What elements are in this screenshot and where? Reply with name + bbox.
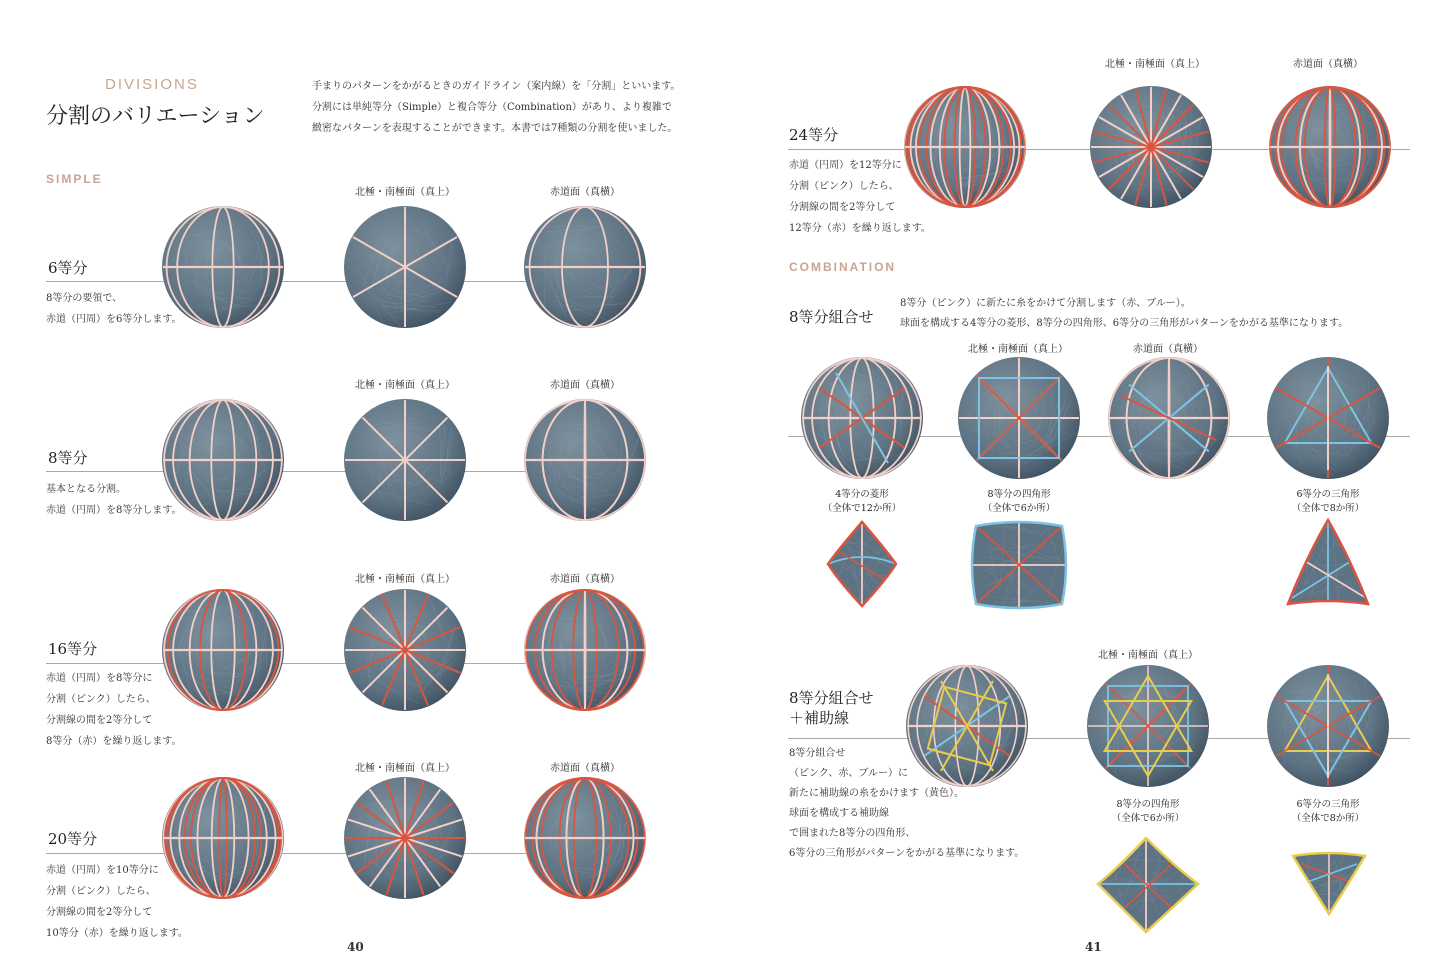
desc-line: で囲まれた8等分の四角形、 [789,828,916,839]
temari-ball [523,205,647,329]
caption-top-view: 北極・南極面（真上） [355,574,455,585]
rhombus-shape [826,520,898,608]
desc-line: 8等分（ピンク）に新たに糸をかけて分割します（赤、ブルー）。 [900,298,1191,309]
caption-line: 6等分の三角形 [1296,799,1360,810]
temari-ball [343,205,467,329]
temari-ball [800,356,924,480]
caption-side-view: 赤道面（真横） [550,187,620,198]
desc-line: 8等分（赤）を繰り返します。 [46,736,182,747]
temari-ball [957,356,1081,480]
row-title: 24等分 [789,126,839,144]
desc-line: 12等分（赤）を繰り返します。 [789,223,931,234]
page-number: 41 [1085,940,1102,954]
temari-ball [1086,664,1210,788]
caption-side-view: 赤道面（真横） [1293,59,1363,70]
caption-top-view: 北極・南極面（真上） [355,380,455,391]
caption-line: （全体で8か所） [1291,503,1365,514]
intro-line: 緻密なパターンを表現することができます。本書では7種類の分割を使いました。 [312,123,678,134]
square-shape [972,520,1066,610]
caption-side-view: 赤道面（真横） [550,763,620,774]
row-title: 16等分 [48,640,98,658]
triangle-shape [1286,518,1370,608]
temari-ball [161,776,285,900]
temari-ball [161,398,285,522]
caption-line: （全体で12か所） [822,503,902,514]
row-title [789,688,874,728]
shape-caption [1086,798,1210,826]
intro-line: 手まりのパターンをかがるときのガイドライン（案内線）を「分割」といいます。 [312,81,681,92]
desc-line: 赤道（円周）を12等分に [789,160,902,171]
desc-line: 分割（ピンク）したら、 [46,694,156,705]
caption-top-view: 北極・南極面（真上） [1098,650,1198,661]
caption-side-view: 赤道面（真横） [550,574,620,585]
shape-caption [957,488,1081,516]
temari-ball [343,776,467,900]
title-line: 8等分組合せ [789,689,874,707]
divisions-kicker: DIVISIONS [105,76,199,93]
desc-line: 分割（ピンク）したら、 [789,181,899,192]
shape-caption [1266,488,1390,516]
temari-ball [1266,356,1390,480]
desc-line: 球面を構成する補助線 [789,808,889,819]
temari-ball [523,588,647,712]
row-title: 8等分 [48,449,88,467]
caption-line: （全体で6か所） [1111,813,1185,824]
caption-line: （全体で6か所） [982,503,1056,514]
caption-line: 6等分の三角形 [1296,489,1360,500]
temari-ball [1266,664,1390,788]
combination-label: COMBINATION [789,260,897,274]
row-title: 6等分 [48,259,88,277]
temari-ball [161,588,285,712]
desc-line: 10等分（赤）を繰り返します。 [46,928,188,939]
caption-line: 8等分の四角形 [1116,799,1180,810]
desc-line: 赤道（円周）を6等分します。 [46,314,182,325]
desc-line: 赤道（円周）を8等分します。 [46,505,182,516]
temari-ball [1268,85,1392,209]
desc-line: 分割（ピンク）したら、 [46,886,156,897]
desc-line: 6等分の三角形がパターンをかがる基準になります。 [789,848,1025,859]
caption-line: （全体で8か所） [1291,813,1365,824]
row-description [900,294,1348,334]
desc-line: 新たに補助線の糸をかけます（黄色）。 [789,788,964,799]
caption-top-view: 北極・南極面（真上） [1105,59,1205,70]
temari-ball [905,664,1029,788]
intro-line: 分割には単純等分（Simple）と複合等分（Combination）があり、より複雑で [312,102,672,113]
desc-line: 8等分組合せ [789,748,846,759]
desc-line: 分割線の間を2等分して [46,715,153,726]
temari-ball [1089,85,1213,209]
simple-label: SIMPLE [46,172,103,186]
caption-side-view: 赤道面（真横） [1133,344,1203,355]
desc-line: 基本となる分割。 [46,484,126,495]
shape-caption [1266,798,1390,826]
caption-line: 8等分の四角形 [987,489,1051,500]
desc-line: 分割線の間を2等分して [46,907,153,918]
square-shape [1096,836,1200,934]
triangle-shape [1291,852,1367,916]
caption-side-view: 赤道面（真横） [550,380,620,391]
temari-ball [343,398,467,522]
temari-ball [343,588,467,712]
caption-top-view: 北極・南極面（真上） [355,763,455,774]
caption-top-view: 北極・南極面（真上） [968,344,1068,355]
desc-line: 赤道（円周）を8等分に [46,673,153,684]
desc-line: 赤道（円周）を10等分に [46,865,159,876]
temari-ball [161,205,285,329]
temari-ball [1107,356,1231,480]
temari-ball [903,85,1027,209]
page-number: 40 [347,940,364,954]
desc-line: 分割線の間を2等分して [789,202,896,213]
temari-ball [523,398,647,522]
intro-text [312,76,680,139]
desc-line: 球面を構成する4等分の菱形、8等分の四角形、6等分の三角形がパターンをかがる基準になります。 [900,318,1349,329]
row-title: 8等分組合せ [789,308,874,326]
page-title: 分割のバリエーション [46,104,265,129]
desc-line: 8等分の要領で、 [46,293,123,304]
caption-line: 4等分の菱形 [835,489,889,500]
temari-ball [523,776,647,900]
title-line: ＋補助線 [789,709,850,727]
shape-caption [800,488,924,516]
caption-top-view: 北極・南極面（真上） [355,187,455,198]
row-title: 20等分 [48,830,98,848]
desc-line: （ピンク、赤、ブルー）に [789,768,908,779]
